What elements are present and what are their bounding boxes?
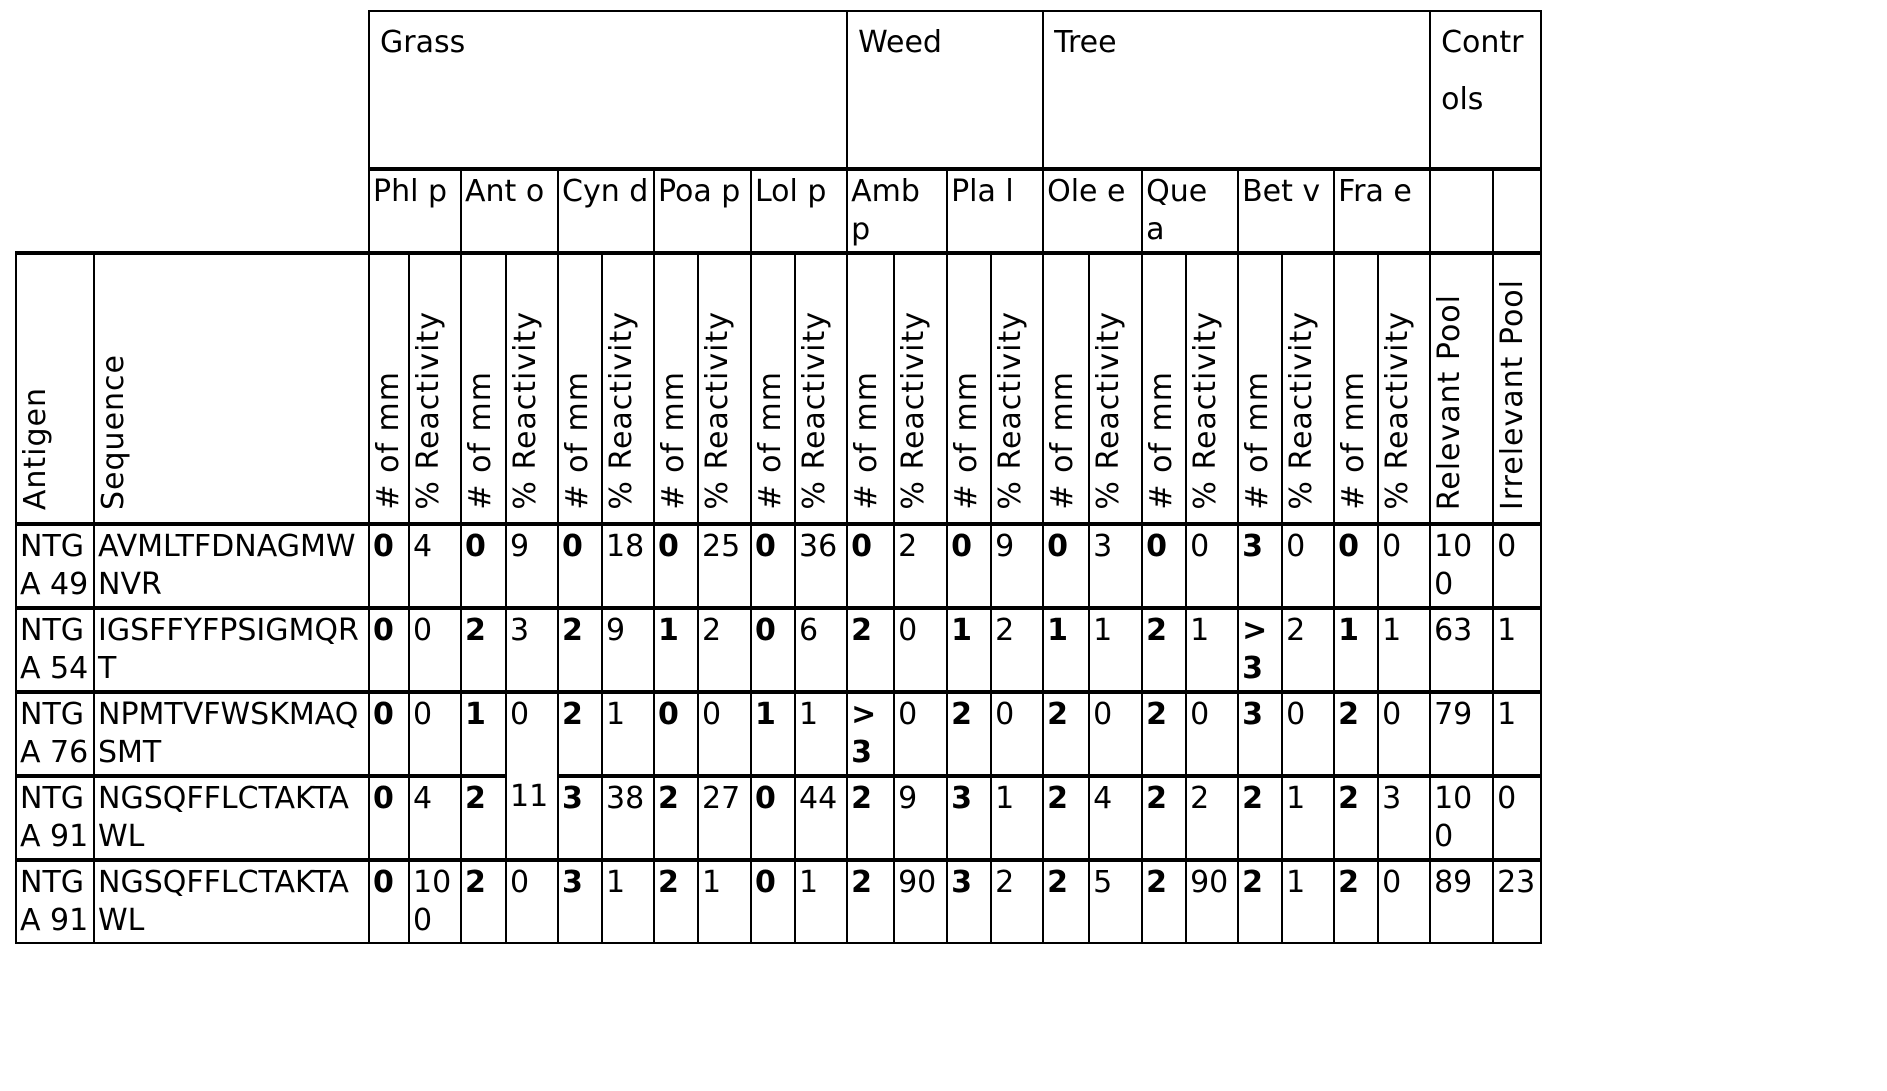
reactivity-cell: 0 <box>894 692 947 776</box>
mm-count-cell: 2 <box>1238 860 1282 943</box>
mm-count-cell: 2 <box>1142 692 1186 776</box>
reactivity-cell: 2 <box>698 608 751 692</box>
allergen-bet-v: Bet v <box>1238 169 1334 253</box>
mm-count-cell: 0 <box>751 608 795 692</box>
reactivity-cell: 1 <box>1186 608 1238 692</box>
reactivity-cell: 1 <box>698 860 751 943</box>
reactivity-cell: 3 <box>506 608 558 692</box>
header-reactivity: % Reactivity <box>506 253 558 524</box>
reactivity-cell: 38 <box>602 776 654 860</box>
controls-blank-1 <box>1430 169 1493 253</box>
allergen-poa-p: Poa p <box>654 169 751 253</box>
mm-count-cell: 0 <box>847 524 894 608</box>
allergen-ole-e: Ole e <box>1043 169 1142 253</box>
reactivity-cell: 90 <box>894 860 947 943</box>
mm-count-cell: 2 <box>1334 860 1378 943</box>
allergen-reactivity-table <box>15 10 1542 944</box>
reactivity-cell: 0 <box>894 608 947 692</box>
reactivity-cell: 1 <box>795 692 847 776</box>
allergen-cyn-d: Cyn d <box>558 169 654 253</box>
reactivity-cell: 0 <box>698 692 751 776</box>
mm-count-cell: 0 <box>369 776 409 860</box>
reactivity-cell: 9 <box>991 524 1043 608</box>
mm-count-cell: 0 <box>558 524 602 608</box>
header-mm: # of mm <box>654 253 698 524</box>
sequence-cell: NGSQFFLCTAKTAWL <box>94 860 369 943</box>
mm-count-cell: 2 <box>1043 860 1089 943</box>
group-grass: Grass <box>369 11 847 169</box>
reactivity-cell: 100 <box>409 860 461 943</box>
reactivity-cell: 11 <box>506 776 558 860</box>
header-antigen: Antigen <box>16 253 94 524</box>
mm-count-cell: 1 <box>1043 608 1089 692</box>
reactivity-cell: 1 <box>795 860 847 943</box>
irrelevant-pool-cell: 23 <box>1493 860 1541 943</box>
header-reactivity: % Reactivity <box>409 253 461 524</box>
mm-count-cell: 2 <box>1043 692 1089 776</box>
mm-count-cell: 0 <box>751 776 795 860</box>
header-mm: # of mm <box>947 253 991 524</box>
mm-count-cell: 2 <box>1142 860 1186 943</box>
reactivity-cell: 1 <box>991 776 1043 860</box>
mm-count-cell: 0 <box>369 608 409 692</box>
reactivity-cell: 0 <box>1186 524 1238 608</box>
mm-count-cell: 2 <box>847 860 894 943</box>
mm-count-cell: 0 <box>751 524 795 608</box>
header-mm: # of mm <box>369 253 409 524</box>
reactivity-cell: 0 <box>1186 692 1238 776</box>
mm-count-cell: 0 <box>1142 524 1186 608</box>
mm-count-cell: 2 <box>1334 776 1378 860</box>
mm-count-cell: 2 <box>847 776 894 860</box>
column-header-row <box>16 253 1541 524</box>
header-reactivity: % Reactivity <box>1089 253 1142 524</box>
allergen-pla-l: Pla l <box>947 169 1043 253</box>
irrelevant-pool-cell: 1 <box>1493 608 1541 692</box>
group-header-row <box>16 11 1541 169</box>
mm-count-cell: 2 <box>654 776 698 860</box>
reactivity-cell: 2 <box>991 860 1043 943</box>
mm-count-cell: 3 <box>947 776 991 860</box>
reactivity-cell: 5 <box>1089 860 1142 943</box>
reactivity-cell: 2 <box>1186 776 1238 860</box>
mm-count-cell: 0 <box>654 692 698 776</box>
reactivity-cell: 4 <box>1089 776 1142 860</box>
sequence-cell: IGSFFYFPSIGMQRT <box>94 608 369 692</box>
mm-count-cell: 2 <box>1142 608 1186 692</box>
mm-count-cell: 2 <box>947 692 991 776</box>
reactivity-cell: 0 <box>1378 524 1430 608</box>
mm-count-cell: 0 <box>654 524 698 608</box>
reactivity-cell: 1 <box>602 692 654 776</box>
reactivity-cell: 90 <box>1186 860 1238 943</box>
mm-count-cell: >3 <box>1238 608 1282 692</box>
mm-count-cell: 0 <box>1043 524 1089 608</box>
relevant-pool-cell: 89 <box>1430 860 1493 943</box>
reactivity-cell: 36 <box>795 524 847 608</box>
mm-count-cell: 0 <box>369 692 409 776</box>
mm-count-cell: 3 <box>1238 692 1282 776</box>
blank-corner-2 <box>16 169 369 253</box>
blank-corner <box>16 11 369 169</box>
mm-count-cell: 2 <box>461 860 506 943</box>
reactivity-cell: 0 <box>1282 692 1334 776</box>
reactivity-cell: 0 <box>1378 860 1430 943</box>
allergen-header-row <box>16 169 1541 253</box>
antigen-cell: NTGA 91 <box>16 776 94 860</box>
relevant-pool-cell: 100 <box>1430 776 1493 860</box>
mm-count-cell: 1 <box>1334 608 1378 692</box>
reactivity-cell: 0 <box>1378 692 1430 776</box>
allergen-que-a: Que a <box>1142 169 1238 253</box>
header-irrelevant-pool: Irrelevant Pool <box>1493 253 1541 524</box>
mm-count-cell: 0 <box>369 524 409 608</box>
mm-count-cell: 2 <box>1238 776 1282 860</box>
mm-count-cell: 3 <box>947 860 991 943</box>
allergen-lol-p: Lol p <box>751 169 847 253</box>
mm-count-cell: 2 <box>558 692 602 776</box>
irrelevant-pool-cell: 0 <box>1493 776 1541 860</box>
reactivity-cell: 9 <box>602 608 654 692</box>
mm-count-cell: 2 <box>461 608 506 692</box>
relevant-pool-cell: 63 <box>1430 608 1493 692</box>
mm-count-cell: 2 <box>1142 776 1186 860</box>
group-tree: Tree <box>1043 11 1430 169</box>
header-mm: # of mm <box>847 253 894 524</box>
header-sequence: Sequence <box>94 253 369 524</box>
mm-count-cell: 2 <box>847 608 894 692</box>
reactivity-cell: 3 <box>1089 524 1142 608</box>
sequence-cell: NPMTVFWSKMAQSMT <box>94 692 369 776</box>
relevant-pool-cell: 100 <box>1430 524 1493 608</box>
mm-count-cell: >3 <box>847 692 894 776</box>
irrelevant-pool-cell: 0 <box>1493 524 1541 608</box>
reactivity-cell: 2 <box>991 608 1043 692</box>
reactivity-cell: 0 <box>409 608 461 692</box>
group-weed: Weed <box>847 11 1043 169</box>
antigen-cell: NTGA 54 <box>16 608 94 692</box>
allergen-amb-p: Amb p <box>847 169 947 253</box>
mm-count-cell: 2 <box>461 776 506 860</box>
mm-count-cell: 0 <box>751 860 795 943</box>
reactivity-cell: 27 <box>698 776 751 860</box>
reactivity-cell: 25 <box>698 524 751 608</box>
mm-count-cell: 0 <box>947 524 991 608</box>
reactivity-cell: 1 <box>1282 776 1334 860</box>
reactivity-cell: 4 <box>409 776 461 860</box>
reactivity-cell: 0 <box>506 860 558 943</box>
reactivity-cell: 4 <box>409 524 461 608</box>
table-row <box>16 608 1541 692</box>
mm-count-cell: 0 <box>461 524 506 608</box>
header-mm: # of mm <box>1043 253 1089 524</box>
table-row <box>16 860 1541 943</box>
header-relevant-pool: Relevant Pool <box>1430 253 1493 524</box>
table-row <box>16 524 1541 608</box>
header-mm: # of mm <box>1334 253 1378 524</box>
header-reactivity: % Reactivity <box>602 253 654 524</box>
allergen-phl-p: Phl p <box>369 169 461 253</box>
allergen-fra-e: Fra e <box>1334 169 1430 253</box>
reactivity-cell: 18 <box>602 524 654 608</box>
reactivity-cell: 2 <box>894 524 947 608</box>
mm-count-cell: 3 <box>1238 524 1282 608</box>
reactivity-cell: 0 <box>506 692 558 776</box>
header-mm: # of mm <box>558 253 602 524</box>
mm-count-cell: 1 <box>461 692 506 776</box>
header-mm: # of mm <box>1238 253 1282 524</box>
header-mm: # of mm <box>1142 253 1186 524</box>
mm-count-cell: 1 <box>751 692 795 776</box>
reactivity-cell: 1 <box>1089 608 1142 692</box>
reactivity-cell: 2 <box>1282 608 1334 692</box>
header-reactivity: % Reactivity <box>1186 253 1238 524</box>
reactivity-cell: 1 <box>602 860 654 943</box>
mm-count-cell: 2 <box>654 860 698 943</box>
table-row <box>16 692 1541 776</box>
group-controls: Controls <box>1430 11 1541 169</box>
mm-count-cell: 3 <box>558 860 602 943</box>
header-reactivity: % Reactivity <box>1282 253 1334 524</box>
mm-count-cell: 2 <box>558 608 602 692</box>
header-reactivity: % Reactivity <box>698 253 751 524</box>
allergen-ant-o: Ant o <box>461 169 558 253</box>
antigen-cell: NTGA 76 <box>16 692 94 776</box>
reactivity-cell: 9 <box>506 524 558 608</box>
sequence-cell: AVMLTFDNAGMWNVR <box>94 524 369 608</box>
controls-blank-2 <box>1493 169 1541 253</box>
reactivity-cell: 0 <box>1089 692 1142 776</box>
reactivity-cell: 0 <box>1282 524 1334 608</box>
mm-count-cell: 0 <box>369 860 409 943</box>
header-mm: # of mm <box>751 253 795 524</box>
reactivity-cell: 9 <box>894 776 947 860</box>
mm-count-cell: 1 <box>947 608 991 692</box>
header-mm: # of mm <box>461 253 506 524</box>
antigen-cell: NTGA 49 <box>16 524 94 608</box>
header-reactivity: % Reactivity <box>1378 253 1430 524</box>
reactivity-cell: 6 <box>795 608 847 692</box>
antigen-cell: NTGA 91 <box>16 860 94 943</box>
mm-count-cell: 0 <box>1334 524 1378 608</box>
mm-count-cell: 3 <box>558 776 602 860</box>
table-row <box>16 776 1541 860</box>
reactivity-cell: 0 <box>409 692 461 776</box>
reactivity-cell: 3 <box>1378 776 1430 860</box>
mm-count-cell: 1 <box>654 608 698 692</box>
header-reactivity: % Reactivity <box>991 253 1043 524</box>
reactivity-cell: 1 <box>1282 860 1334 943</box>
reactivity-cell: 0 <box>991 692 1043 776</box>
data-rows <box>16 524 1541 943</box>
sequence-cell: NGSQFFLCTAKTAWL <box>94 776 369 860</box>
irrelevant-pool-cell: 1 <box>1493 692 1541 776</box>
header-reactivity: % Reactivity <box>894 253 947 524</box>
reactivity-cell: 44 <box>795 776 847 860</box>
reactivity-cell: 1 <box>1378 608 1430 692</box>
mm-count-cell: 2 <box>1334 692 1378 776</box>
header-reactivity: % Reactivity <box>795 253 847 524</box>
mm-count-cell: 2 <box>1043 776 1089 860</box>
relevant-pool-cell: 79 <box>1430 692 1493 776</box>
